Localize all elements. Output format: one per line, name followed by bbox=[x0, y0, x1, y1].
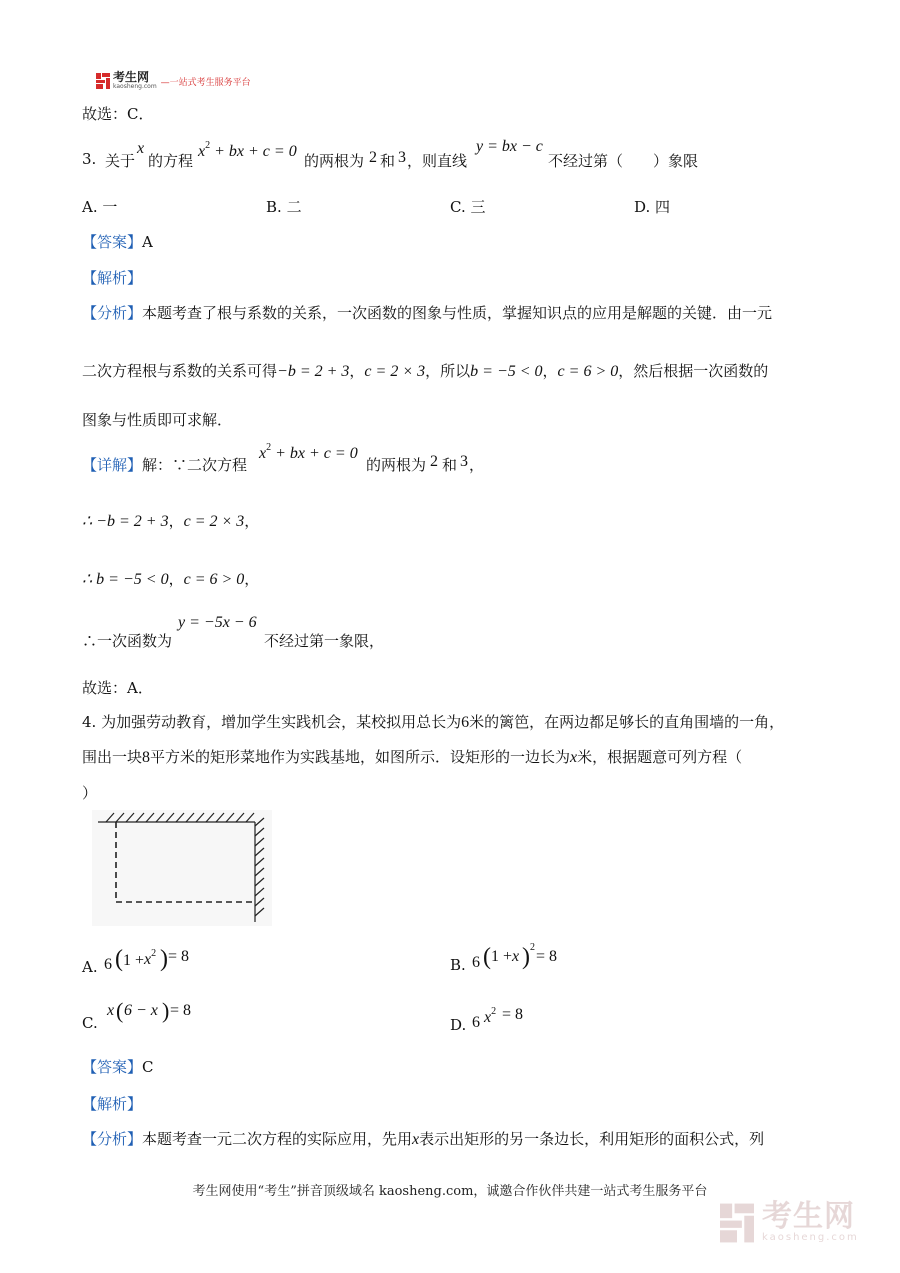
q4-stem-line-1: 4. 为加强劳动教育，增加学生实践机会，某校拟用总长为6米的篱笆，在两边都足够长的直角围墙的一角， bbox=[82, 713, 785, 731]
q3-root-2: 3 bbox=[398, 149, 406, 166]
watermark-brand: 考生网 bbox=[762, 1199, 855, 1234]
q4-stem-line-2: 围出一块8平方米的矩形菜地作为实践基地，如图所示．设矩形的一边长为x米，根据题意可列方程（ bbox=[82, 748, 743, 766]
q3-option-c: C. 三 bbox=[450, 198, 486, 216]
q3-analysis-heading: 【解析】 bbox=[82, 269, 143, 287]
brand-name: 考生网 bbox=[113, 70, 150, 84]
q4-option-d: D. 6 $x^2$ = 8 bbox=[450, 1006, 524, 1034]
watermark-domain: kaosheng.com bbox=[762, 1232, 859, 1243]
site-logo bbox=[96, 72, 251, 90]
q3-stem-d: 和 bbox=[380, 152, 396, 170]
q4-stem-line-3: ） bbox=[82, 784, 98, 802]
brand-slogan: —一站式考生服务平台 bbox=[160, 77, 251, 88]
q3-detail-line-1: 【详解】解：∵二次方程 $x^2$ + bx + c = 0 的两根为 2 和 3 ， bbox=[82, 442, 485, 474]
q3-answer: 【答案】A bbox=[82, 233, 153, 251]
q3-option-a: A. 一 bbox=[82, 198, 118, 216]
q3-fenxi-line-1: 【分析】本题考查了根与系数的关系，一次函数的图象与性质，掌握知识点的应用是解题的关键．由一元 bbox=[82, 304, 773, 322]
q3-stem bbox=[82, 138, 822, 174]
brand-mark-icon bbox=[96, 73, 110, 89]
q3-var-x: x bbox=[137, 140, 145, 157]
q3-stem-f: 不经过第（ ）象限 bbox=[548, 152, 699, 170]
watermark-mark-icon bbox=[720, 1203, 754, 1243]
q3-stem-a: 关于 bbox=[105, 152, 136, 170]
q4-option-b: B. 6 ( 1 + x ) 2 = 8 bbox=[450, 942, 558, 974]
q3-detail-line-4: ∴一次函数为 y = −5x − 6 不经过第一象限， bbox=[82, 614, 385, 650]
q3-option-b: B. 二 bbox=[266, 198, 302, 216]
page-footer: 考生网使用“考生”拼音顶级域名 kaosheng.com，诚邀合作伙伴共建一站式考生服务平台 bbox=[192, 1184, 708, 1199]
q3-stem-c: 的两根为 bbox=[304, 152, 365, 170]
q3-fenxi-line-3: 图象与性质即可求解． bbox=[82, 411, 233, 429]
q3-fenxi-line-2: 二次方程根与系数的关系可得−b = 2 + 3，c = 2 × 3，所以b = −5 < 0，c = 6 > 0，然后根据一次函数的 bbox=[82, 362, 769, 380]
watermark-logo bbox=[720, 1199, 859, 1243]
q4-answer: 【答案】C bbox=[82, 1058, 154, 1076]
brand-domain: kaosheng.com bbox=[113, 83, 157, 90]
q3-number: 3. bbox=[82, 150, 97, 168]
q3-detail-line-2: ∴ −b = 2 + 3，c = 2 × 3， bbox=[82, 512, 260, 530]
q4-fenxi-line-1: 【分析】本题考查一元二次方程的实际应用，先用x表示出矩形的另一条边长，利用矩形的面积公式，列 bbox=[82, 1130, 765, 1148]
q3-stem-b: 的方程 bbox=[148, 152, 194, 170]
q3-option-d: D. 四 bbox=[634, 198, 671, 216]
q4-analysis-heading: 【解析】 bbox=[82, 1095, 143, 1113]
q4-figure bbox=[92, 810, 272, 930]
q2-conclusion: 故选：C． bbox=[82, 105, 154, 123]
q3-detail-line-3: ∴ b = −5 < 0，c = 6 > 0， bbox=[82, 570, 260, 588]
q3-conclusion: 故选：A． bbox=[82, 679, 153, 697]
q3-quadratic-equation: $x^2$ + bx + c = 0 bbox=[198, 140, 297, 160]
q3-line-equation: y = bx − c bbox=[476, 138, 543, 155]
q3-stem-e: ，则直线 bbox=[407, 152, 468, 170]
q4-option-a: A. 6 ( 1 + $x^2$ ) = 8 bbox=[82, 946, 190, 976]
q3-root-1: 2 bbox=[369, 149, 377, 166]
q4-option-c: C. x ( 6 − x ) = 8 bbox=[82, 998, 192, 1032]
